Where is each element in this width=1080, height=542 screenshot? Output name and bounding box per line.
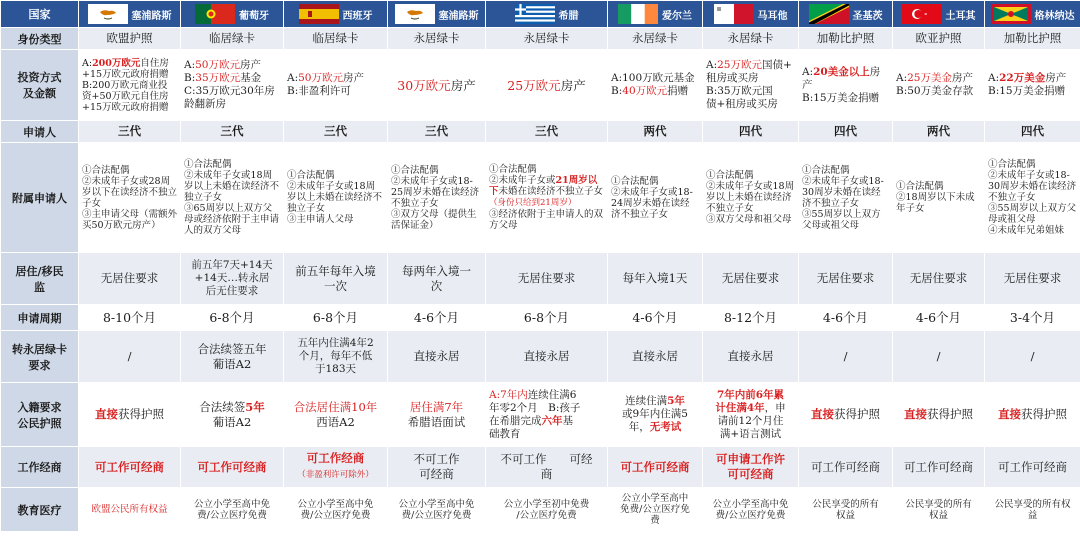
cell-ireland: 可工作可经商 — [608, 447, 703, 488]
header-country-name: 爱尔兰 — [662, 10, 692, 22]
header-country-greece — [486, 1, 608, 28]
cell-portugal: 前五年7天+14天 +14天…转永居 后无住要求 — [181, 253, 284, 305]
cell-cyprus-2: 不可工作 可经商 — [388, 447, 486, 488]
cell: 4-6个月 — [608, 305, 703, 331]
cell-spain: A:50万欧元房产 B:非盈利许可 — [284, 50, 388, 121]
cell-portugal: ①合法配偶 ②未成年子女或18周岁以上未婚在读经济不独立子女 ③65周岁以上双方父母或经济依附于主申请人的双方父母 — [181, 143, 284, 253]
header-country-cyprus-2 — [388, 1, 486, 28]
st-kitts-flag-icon — [809, 4, 849, 24]
cell-grenada: 直接获得护照 — [985, 383, 1080, 447]
cell-cyprus-2: 30万欧元房产 — [388, 50, 486, 121]
header-country-name: 塞浦路斯 — [131, 10, 172, 22]
cell-spain: 前五年每年入境 一次 — [284, 253, 388, 305]
cell-portugal: 合法续签五年 葡语A2 — [181, 331, 284, 383]
cell-greece: A:7年内连续住满6 年零2个月 B:孩子 在希腊完成六年基 础教育 — [486, 383, 608, 447]
cell-portugal: 公立小学至高中免 费/公立医疗免费 — [181, 488, 284, 532]
row-identity — [1, 28, 1080, 50]
cell-cyprus: 欧盟公民所有权益 — [79, 488, 181, 532]
cell-ireland: 连续住满5年 或9年内住满5 年，无考试 — [608, 383, 703, 447]
header-country-name: 土耳其 — [945, 10, 976, 22]
cell: 四代 — [799, 121, 893, 143]
cell-spain: 可工作经商 （非盈利许可除外） — [284, 447, 388, 488]
cell-greece: 公立小学至初中免费 /公立医疗免费 — [486, 488, 608, 532]
cell-malta: 直接永居 — [703, 331, 799, 383]
cell-cyprus: 无居住要求 — [79, 253, 181, 305]
cell: 四代 — [985, 121, 1080, 143]
row-education — [1, 488, 1080, 532]
header-country-cyprus — [79, 1, 181, 28]
cell-turkey: 公民享受的所有 权益 — [893, 488, 985, 532]
cell-grenada: A:22万美金房产 B:15万美金捐赠 — [985, 50, 1080, 121]
cell-malta: ①合法配偶 ②未成年子女或18周岁以上未婚在读经济不独立子女 ③双方父母和祖父母 — [703, 143, 799, 253]
header-country-ireland — [608, 1, 703, 28]
header-country-malta — [703, 1, 799, 28]
header-country-name: 格林纳达 — [1034, 10, 1075, 22]
cell: 欧亚护照 — [893, 28, 985, 50]
cell-malta: 无居住要求 — [703, 253, 799, 305]
cell-turkey: ①合法配偶 ②18周岁以下未成年子女 — [893, 143, 985, 253]
row-conversion — [1, 331, 1080, 383]
cell-cyprus-2: 公立小学至高中免 费/公立医疗免费 — [388, 488, 486, 532]
row-period — [1, 305, 1080, 331]
cyprus-flag-icon — [88, 4, 128, 24]
cell-greece: 直接永居 — [486, 331, 608, 383]
malta-flag-icon — [714, 4, 754, 24]
header-country-name: 圣基茨 — [852, 10, 883, 22]
cell-cyprus: A:200万欧元自住房 +15万欧元政府捐赠 B:200万欧元商业投 资+50万欧元自住房 +15万欧元政府捐赠 — [79, 50, 181, 121]
row-label: 教育医疗 — [1, 488, 79, 532]
cell: 6-8个月 — [486, 305, 608, 331]
turkey-flag-icon — [902, 4, 942, 24]
cell: 永居绿卡 — [388, 28, 486, 50]
cell-spain: 五年内住满4年2 个月，每年不低 于183天 — [284, 331, 388, 383]
cell: 永居绿卡 — [486, 28, 608, 50]
row-label: 转永居绿卡 要求 — [1, 331, 79, 383]
cell: 四代 — [703, 121, 799, 143]
cell: 4-6个月 — [799, 305, 893, 331]
row-label: 投资方式 及金额 — [1, 50, 79, 121]
cell-turkey: 直接获得护照 — [893, 383, 985, 447]
cell: 3-4个月 — [985, 305, 1080, 331]
cell-spain: ①合法配偶 ②未成年子女或18周岁以上未婚在读经济不独立子女 ③主申请人父母 — [284, 143, 388, 253]
cell: 永居绿卡 — [703, 28, 799, 50]
cell: 8-12个月 — [703, 305, 799, 331]
cell-st-kitts: 可工作可经商 — [799, 447, 893, 488]
cell: 两代 — [608, 121, 703, 143]
cell-st-kitts: / — [799, 331, 893, 383]
cell-ireland: 每年入境1天 — [608, 253, 703, 305]
cell-cyprus: 直接获得护照 — [79, 383, 181, 447]
cell: 6-8个月 — [284, 305, 388, 331]
row-residence — [1, 253, 1080, 305]
spain-flag-icon — [299, 4, 339, 24]
header-country-name: 塞浦路斯 — [438, 10, 479, 22]
header-country-grenada — [985, 1, 1080, 28]
cell-cyprus: ①合法配偶 ②未成年子女或28周岁以下在读经济不独立子女 ③主申请父母（需额外买50万欧元房产） — [79, 143, 181, 253]
cell-grenada: 可工作可经商 — [985, 447, 1080, 488]
header-country-name: 西班牙 — [342, 10, 373, 22]
cell: 加勒比护照 — [985, 28, 1080, 50]
cell: 4-6个月 — [893, 305, 985, 331]
row-label: 申请周期 — [1, 305, 79, 331]
row-label: 入籍要求 公民护照 — [1, 383, 79, 447]
ireland-flag-icon — [618, 4, 658, 24]
cell-cyprus-2: 直接永居 — [388, 331, 486, 383]
cell-cyprus-2: ①合法配偶 ②未成年子女或18-25周岁未婚在读经济不独立子女 ③双方父母（提供生活保证金） — [388, 143, 486, 253]
cell-ireland: 直接永居 — [608, 331, 703, 383]
header-country-name: 葡萄牙 — [239, 10, 269, 22]
cell-cyprus: / — [79, 331, 181, 383]
cell-turkey: 无居住要求 — [893, 253, 985, 305]
header-label: 国家 — [1, 1, 79, 28]
row-label: 身份类型 — [1, 28, 79, 50]
cell-st-kitts: ①合法配偶 ②未成年子女或18-30周岁未婚在读经济不独立子女 ③55周岁以上双方父母或祖父母 — [799, 143, 893, 253]
cell-st-kitts: 直接获得护照 — [799, 383, 893, 447]
row-label: 附属申请人 — [1, 143, 79, 253]
header-country-st-kitts — [799, 1, 893, 28]
cell-greece: 25万欧元房产 — [486, 50, 608, 121]
cell-grenada: / — [985, 331, 1080, 383]
row-work — [1, 447, 1080, 488]
cell: 临居绿卡 — [181, 28, 284, 50]
cell-st-kitts: 无居住要求 — [799, 253, 893, 305]
cell-portugal: A:50万欧元房产 B:35万欧元基金 C:35万欧元30年房 龄翻新房 — [181, 50, 284, 121]
cell: 两代 — [893, 121, 985, 143]
cell-ireland: ①合法配偶 ②未成年子女或18-24周岁未婚在读经济不独立子女 — [608, 143, 703, 253]
header-row — [1, 1, 1080, 28]
row-label: 工作经商 — [1, 447, 79, 488]
header-country-portugal — [181, 1, 284, 28]
cell-portugal: 可工作可经商 — [181, 447, 284, 488]
cell-cyprus-2: 每两年入境一 次 — [388, 253, 486, 305]
cell-turkey: 可工作可经商 — [893, 447, 985, 488]
cell-malta: A:25万欧元国债+ 租房或买房 B:35万欧元国 债+租房或买房 — [703, 50, 799, 121]
cell: 三代 — [79, 121, 181, 143]
cell-grenada: ①合法配偶 ②未成年子女或18-30周岁未婚在读经济不独立子女 ③55周岁以上双方父母或祖父母 ④未成年兄弟姐妹 — [985, 143, 1080, 253]
cell-spain: 公立小学至高中免 费/公立医疗免费 — [284, 488, 388, 532]
cell-greece: 不可工作 可经 商 — [486, 447, 608, 488]
cell-st-kitts: 公民享受的所有 权益 — [799, 488, 893, 532]
header-country-name: 马耳他 — [757, 10, 788, 22]
cell-grenada: 公民享受的所有权 益 — [985, 488, 1080, 532]
cell-turkey: A:25万美金房产 B:50万美金存款 — [893, 50, 985, 121]
cell: 永居绿卡 — [608, 28, 703, 50]
cell: 三代 — [284, 121, 388, 143]
row-label: 居住/移民 监 — [1, 253, 79, 305]
cell-grenada: 无居住要求 — [985, 253, 1080, 305]
cell: 4-6个月 — [388, 305, 486, 331]
cell-malta: 可申请工作许 可可经商 — [703, 447, 799, 488]
cell: 三代 — [486, 121, 608, 143]
cell: 三代 — [181, 121, 284, 143]
cell-portugal: 合法续签5年 葡语A2 — [181, 383, 284, 447]
cell-ireland: A:100万欧元基金 B:40万欧元捐赠 — [608, 50, 703, 121]
cell-malta: 7年内前6年累 计住满4年，申 请前12个月住 满+语言测试 — [703, 383, 799, 447]
cell-greece: ①合法配偶 ②未成年子女或21周岁以下未婚在读经济不独立子女 （身份只给到21周岁） ③经济依附于主申请人的双方父母 — [486, 143, 608, 253]
cell: 临居绿卡 — [284, 28, 388, 50]
row-applicant — [1, 121, 1080, 143]
header-country-turkey — [893, 1, 985, 28]
grenada-flag-icon — [991, 4, 1031, 24]
cell-malta: 公立小学至高中免 费/公立医疗免费 — [703, 488, 799, 532]
cell-st-kitts: A:20美金以上房产 B:15万美金捐赠 — [799, 50, 893, 121]
row-label: 申请人 — [1, 121, 79, 143]
cell-spain: 合法居住满10年 西语A2 — [284, 383, 388, 447]
cell-greece: 无居住要求 — [486, 253, 608, 305]
cell: 6-8个月 — [181, 305, 284, 331]
cell: 三代 — [388, 121, 486, 143]
cell-cyprus: 可工作可经商 — [79, 447, 181, 488]
cell: 8-10个月 — [79, 305, 181, 331]
cell-cyprus-2: 居住满7年 希腊语面试 — [388, 383, 486, 447]
row-investment — [1, 50, 1080, 121]
row-citizenship — [1, 383, 1080, 447]
portugal-flag-icon — [195, 4, 235, 24]
greece-flag-icon — [515, 4, 555, 24]
cell-turkey: / — [893, 331, 985, 383]
cell: 加勒比护照 — [799, 28, 893, 50]
header-country-name: 希腊 — [558, 10, 579, 22]
cyprus-flag-icon — [395, 4, 435, 24]
cell-ireland: 公立小学至高中 免费/公立医疗免 费 — [608, 488, 703, 532]
cell: 欧盟护照 — [79, 28, 181, 50]
header-country-spain — [284, 1, 388, 28]
row-dependents — [1, 143, 1080, 253]
